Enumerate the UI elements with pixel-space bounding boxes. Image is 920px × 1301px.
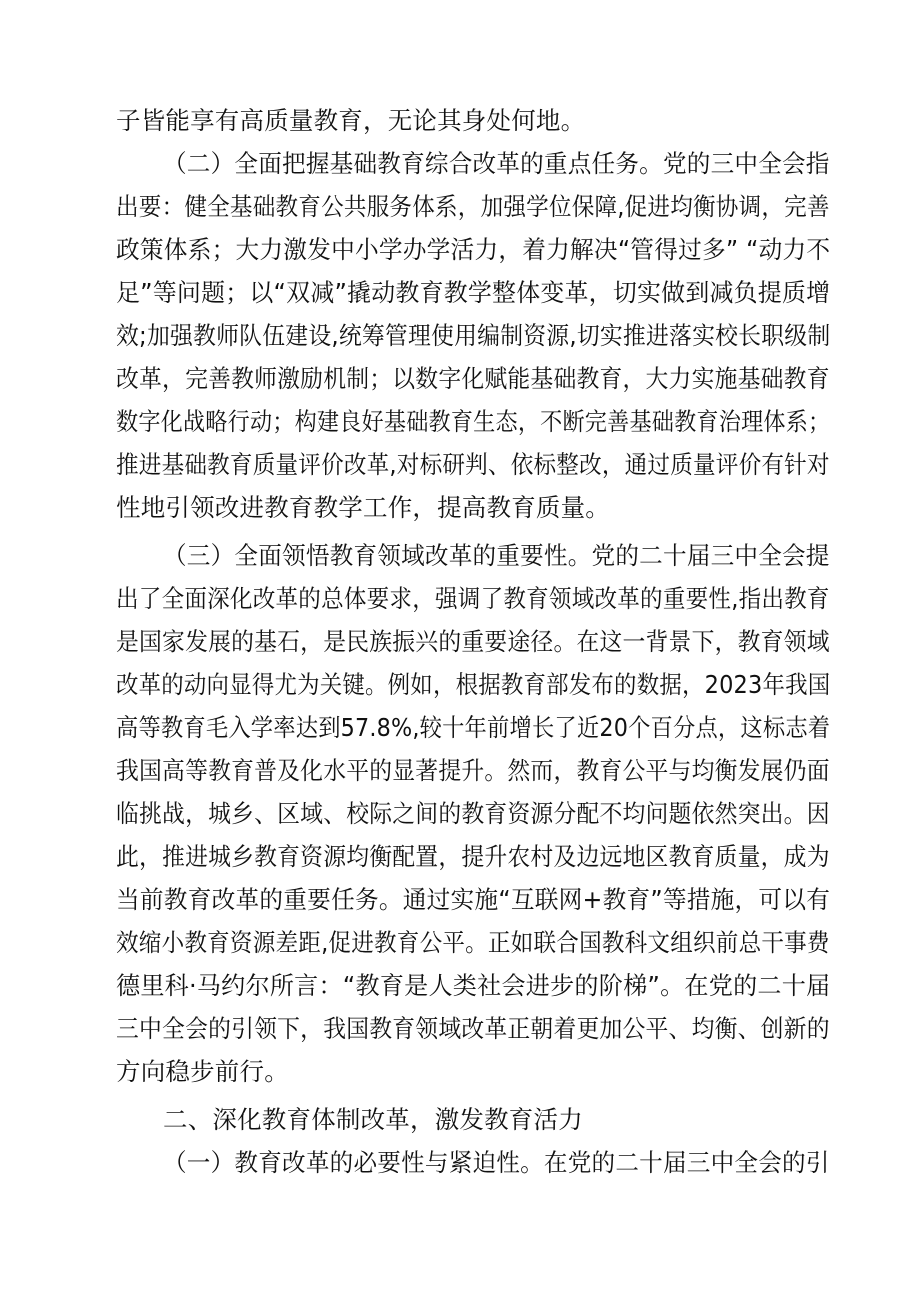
body-text-line: 出了全面深化改革的总体要求，强调了教育领域改革的重要性,指出教育 bbox=[116, 584, 830, 613]
body-text-line: 临挑战，城乡、区域、校际之间的教育资源分配不均问题依然突出。因 bbox=[116, 799, 830, 828]
body-text-line: 性地引领改进教育教学工作，提高教育质量。 bbox=[116, 493, 610, 522]
subheading-line: （三）全面领悟教育领域改革的重要性。党的二十届三中全会提 bbox=[163, 541, 830, 570]
body-text-line: 足”等问题；以“双减”撬动教育教学整体变革，切实做到减负提质增 bbox=[116, 278, 831, 307]
body-text-line: 出要：健全基础教育公共服务体系，加强学位保障,促进均衡协调，完善 bbox=[116, 192, 830, 221]
body-text-line: 方向稳步前行。 bbox=[116, 1057, 289, 1086]
subheading-line: （一）教育改革的必要性与紧迫性。在党的二十届三中全会的引 bbox=[163, 1148, 830, 1177]
body-text-line: 德里科·马约尔所言：“教育是人类社会进步的阶梯”。在党的二十届 bbox=[116, 971, 831, 1000]
body-text-line: 三中全会的引领下，我国教育领域改革正朝着更加公平、均衡、创新的 bbox=[116, 1014, 830, 1043]
body-text-line: 效缩小教育资源差距,促进教育公平。正如联合国教科文组织前总干事费 bbox=[116, 928, 830, 957]
body-text-line: 子皆能享有高质量教育，无论其身处何地。 bbox=[116, 106, 586, 135]
body-text-line: 我国高等教育普及化水平的显著提升。然而，教育公平与均衡发展仍面 bbox=[116, 756, 830, 785]
body-text-line: 改革，完善教师激励机制；以数字化赋能基础教育，大力实施基础教育 bbox=[116, 364, 830, 393]
body-text-line: 改革的动向显得尤为关键。例如，根据教育部发布的数据，2023年我国 bbox=[116, 670, 831, 699]
body-text-line: 此，推进城乡教育资源均衡配置，提升农村及边远地区教育质量，成为 bbox=[116, 842, 830, 871]
section-heading: 二、深化教育体制改革，激发教育活力 bbox=[163, 1105, 583, 1134]
body-text-line: 效;加强教师队伍建设,统筹管理使用编制资源,切实推进落实校长职级制 bbox=[116, 321, 831, 350]
body-text-line: 高等教育毛入学率达到57.8%,较十年前增长了近20个百分点，这标志着 bbox=[116, 713, 831, 742]
body-text-line: 是国家发展的基石，是民族振兴的重要途径。在这一背景下，教育领域 bbox=[116, 627, 830, 656]
subheading-line: （二）全面把握基础教育综合改革的重点任务。党的三中全会指 bbox=[163, 149, 830, 178]
body-text-line: 数字化战略行动；构建良好基础教育生态，不断完善基础教育治理体系； bbox=[116, 407, 831, 436]
body-text-line: 当前教育改革的重要任务。通过实施“互联网+教育”等措施，可以有 bbox=[116, 885, 831, 914]
body-text-line: 政策体系；大力激发中小学办学活力，着力解决“管得过多” “动力不 bbox=[116, 235, 831, 264]
body-text-line: 推进基础教育质量评价改革,对标研判、依标整改，通过质量评价有针对 bbox=[116, 450, 830, 479]
